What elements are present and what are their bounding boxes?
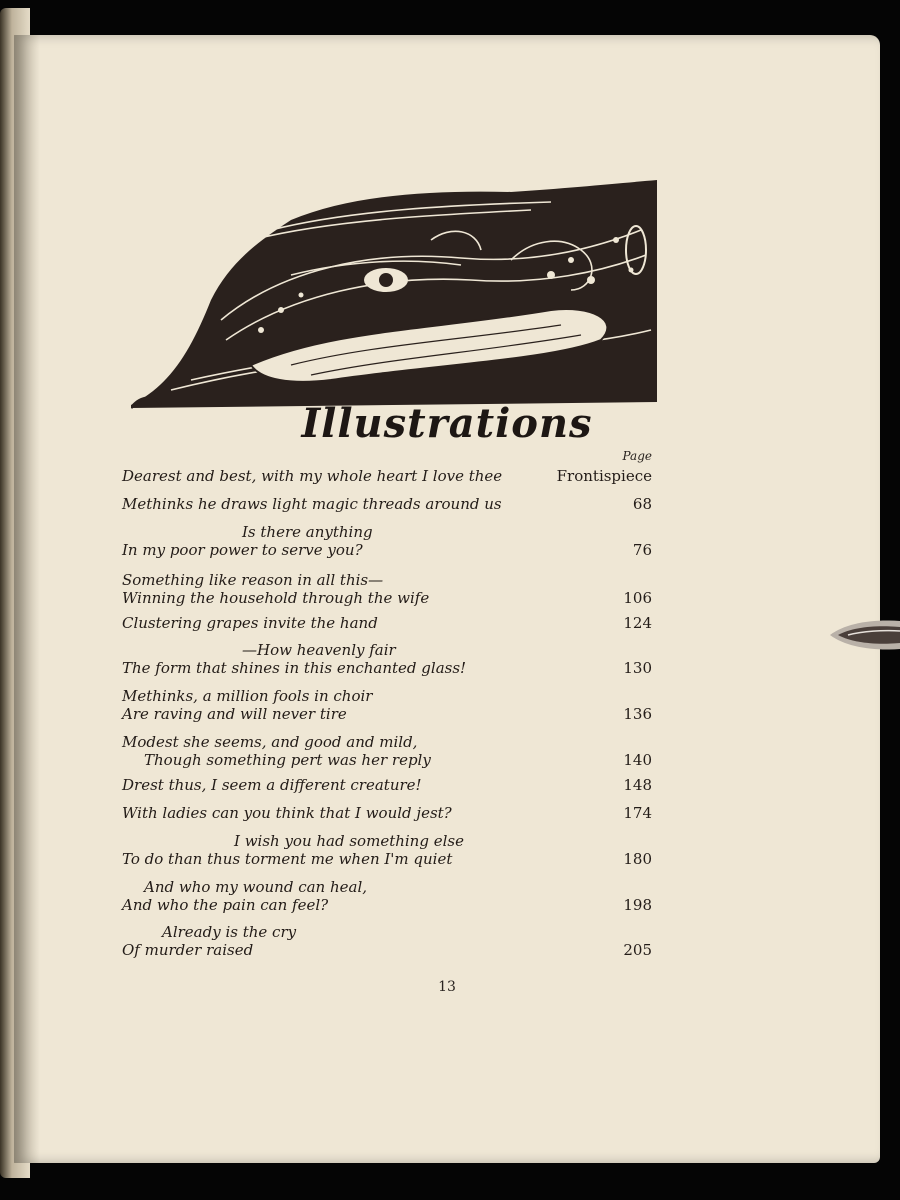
caption-line: Methinks, a million fools in choir — [122, 687, 373, 705]
illustration-page-number: Frontispiece — [556, 467, 652, 485]
caption-line: Though something pert was her reply — [144, 751, 431, 769]
caption-line: Something like reason in all this— — [122, 571, 384, 589]
page-column-header: Page — [622, 449, 652, 463]
bookmark-clip — [828, 617, 900, 653]
illustration-page-number: 106 — [623, 589, 652, 607]
illustration-page-number: 205 — [623, 941, 652, 959]
illustration-entry — [122, 614, 652, 632]
illustration-caption — [122, 776, 652, 794]
caption-line: The form that shines in this enchanted glass! — [122, 659, 467, 677]
illustration-caption — [122, 495, 652, 513]
caption-line: Are raving and will never tire — [122, 705, 347, 723]
illustration-page-number: 68 — [632, 495, 652, 513]
illustration-caption — [122, 571, 652, 607]
illustration-caption — [122, 614, 652, 632]
page-number: 13 — [438, 979, 456, 995]
caption-line: Already is the cry — [162, 923, 297, 941]
illustration-page-number: 124 — [623, 614, 652, 632]
illustration-caption — [122, 641, 652, 677]
illustration-entry — [122, 733, 652, 769]
illustration-entry — [122, 467, 652, 485]
caption-line: Modest she seems, and good and mild, — [122, 733, 418, 751]
page-title: Illustrations — [301, 400, 593, 447]
illustration-page-number: 130 — [623, 659, 652, 677]
caption-line: Is there anything — [242, 523, 373, 541]
illustration-page-number: 136 — [623, 705, 652, 723]
illustration-entry — [122, 832, 652, 868]
caption-line: Of murder raised — [122, 941, 254, 959]
book-page — [14, 35, 880, 1163]
caption-line: I wish you had something else — [234, 832, 464, 850]
illustration-caption — [122, 804, 652, 822]
caption-line: Drest thus, I seem a different creature! — [122, 776, 422, 794]
caption-line: —How heavenly fair — [242, 641, 396, 659]
caption-line: Dearest and best, with my whole heart I love thee — [122, 467, 503, 485]
illustration-caption — [122, 733, 652, 769]
illustration-caption — [122, 832, 652, 868]
caption-line: With ladies can you think that I would jest? — [122, 804, 452, 822]
illustration-page-number: 180 — [623, 850, 652, 868]
illustration-entry — [122, 878, 652, 914]
illustration-caption — [122, 923, 652, 959]
illustration-caption — [122, 878, 652, 914]
caption-line: To do than thus torment me when I'm quiet — [122, 850, 453, 868]
headpiece-illustration — [131, 180, 657, 412]
illustration-caption — [122, 523, 652, 559]
illustration-caption — [122, 687, 652, 723]
caption-line: And who the pain can feel? — [122, 896, 329, 914]
illustration-page-number: 148 — [623, 776, 652, 794]
illustration-entry — [122, 804, 652, 822]
illustration-entry — [122, 523, 652, 559]
caption-line: And who my wound can heal, — [144, 878, 368, 896]
illustration-entry — [122, 923, 652, 959]
illustration-entry — [122, 495, 652, 513]
illustration-entry — [122, 687, 652, 723]
illustration-entry — [122, 571, 652, 607]
illustration-page-number: 174 — [623, 804, 652, 822]
caption-line: In my poor power to serve you? — [122, 541, 363, 559]
illustration-page-number: 76 — [632, 541, 652, 559]
caption-line: Clustering grapes invite the hand — [122, 614, 378, 632]
caption-line: Methinks he draws light magic threads around us — [122, 495, 502, 513]
illustration-entry — [122, 776, 652, 794]
caption-line: Winning the household through the wife — [122, 589, 430, 607]
illustration-entry — [122, 641, 652, 677]
illustration-page-number: 140 — [623, 751, 652, 769]
illustration-page-number: 198 — [623, 896, 652, 914]
